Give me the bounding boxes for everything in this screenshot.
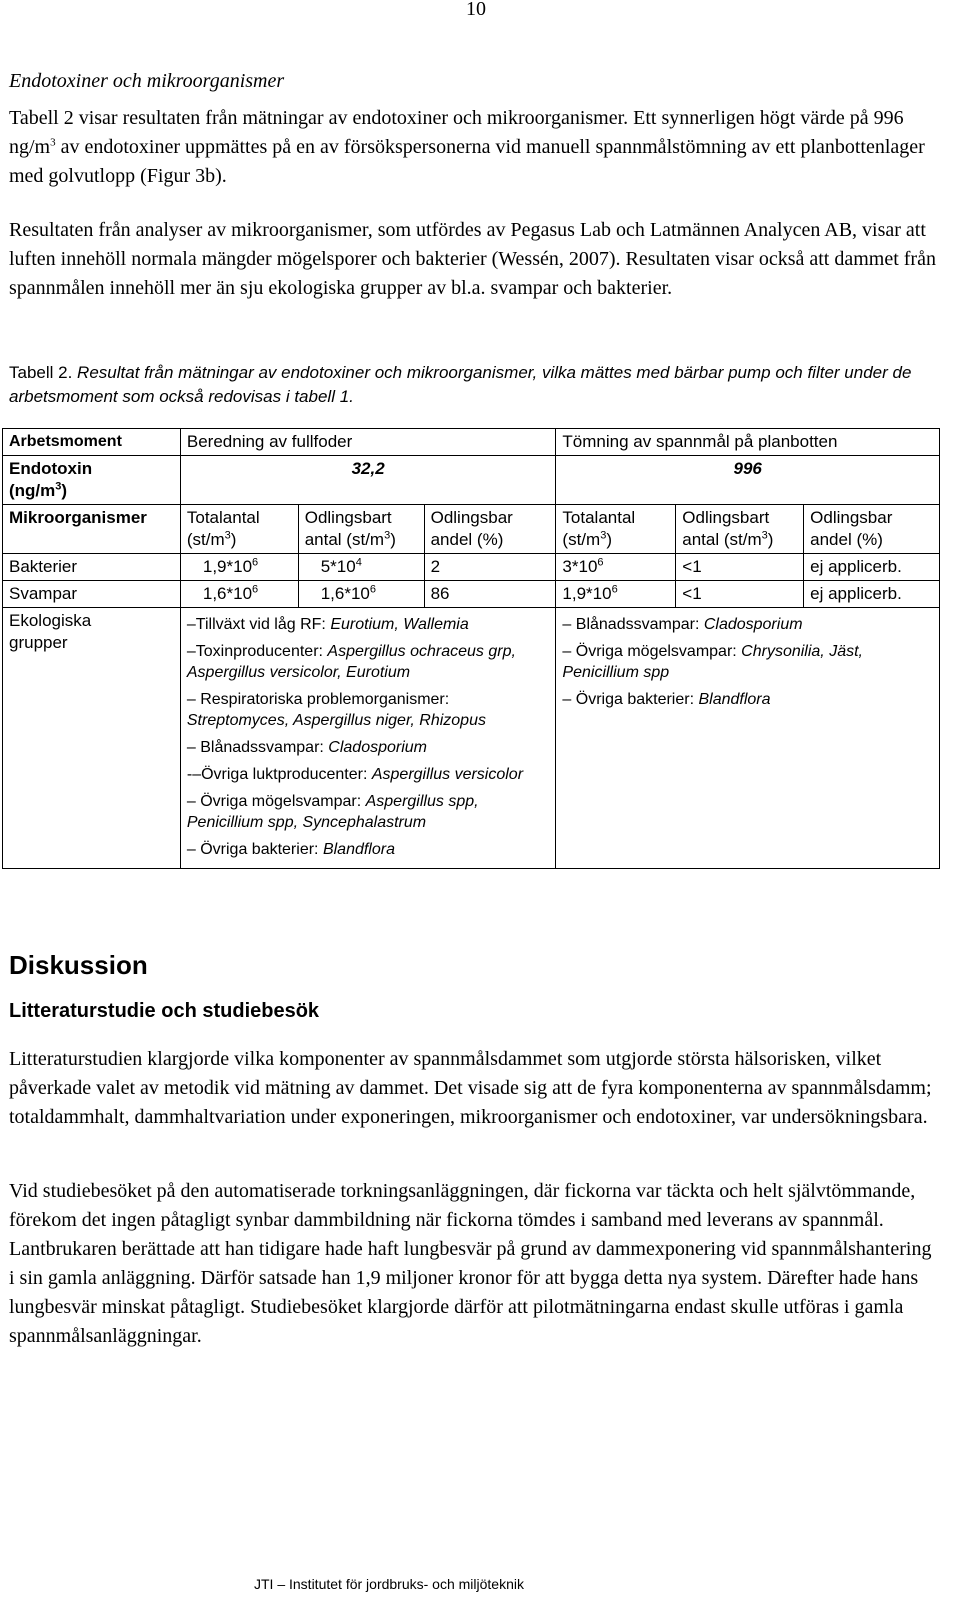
row-label: Bakterier	[3, 554, 181, 581]
paragraph-studybesok: Vid studiebesöket på den automatiserade torkningsanläggningen, där fickorna var täckta och helt självtömmande, förekom det ingen påtagligt synbar dammbildning när fickorna tömdes i samband med leverans av spannmål. Lantbrukaren berättade att han tidigare hade haft lungbesvär på grund av dammexponering vid spannmålshantering i sin gamla anläggning. Därför satsade han 1,9 miljoner kronor för att bygga detta nya system. Därefter hade hans lungbesvär minskat påtagligt. Studiebesöket klargjorde därför att pilotmätningarna endast skulle utföras i gamla spannmålsanläggningar.	[9, 1180, 932, 1347]
micro-col-header: Totalantal $(st/m^3)$	[180, 505, 298, 554]
table-row-svampar	[3, 581, 940, 608]
table-cell: $1,6*10^6$	[180, 581, 298, 608]
heading-diskussion: Diskussion	[9, 950, 148, 980]
endotoxin-label: Endotoxin $(ng/m^3)$	[3, 456, 181, 505]
groups-label: Ekologiska grupper	[3, 608, 181, 869]
page-footer: JTI – Institutet för jordbruks- och miljöteknik	[254, 1576, 524, 1592]
list-item: – Övriga mögelsvampar: Chrysonilia, Jäst, Penicillium spp	[562, 643, 863, 681]
endotoxin-value-b: 996	[556, 456, 940, 505]
table-cell: <1	[676, 581, 804, 608]
micro-col-header: Odlingsbar andel (%)	[424, 505, 556, 554]
results-table	[2, 428, 940, 869]
table-cell: 2	[424, 554, 556, 581]
list-item: – Blånadssvampar: Cladosporium	[562, 616, 803, 633]
list-item: –Toxinproducenter: Aspergillus ochraceus grp, Aspergillus versicolor, Eurotium	[186, 643, 516, 681]
table-cell: $3*10^6$	[556, 554, 676, 581]
groups-list-a	[180, 608, 556, 869]
list-item: – Övriga bakterier: Blandflora	[186, 841, 395, 858]
micro-col-header: Totalantal $(st/m^3)$	[556, 505, 676, 554]
micro-label: Mikroorganismer	[3, 505, 181, 554]
table-cell: ej applicerb.	[804, 554, 940, 581]
header-tomning: Tömning av spannmål på planbotten	[556, 429, 940, 456]
table-cell: <1	[676, 554, 804, 581]
list-item: -–Övriga luktproducenter: Aspergillus versicolor	[186, 766, 524, 783]
table-cell: $1,6*10^6$	[298, 581, 424, 608]
table-cell: $5*10^4$	[298, 554, 424, 581]
page-number: 10	[466, 0, 486, 20]
header-beredning: Beredning av fullfoder	[180, 429, 556, 456]
row-label: Svampar	[3, 581, 181, 608]
paragraph-intro: Tabell 2 visar resultaten från mätningar av endotoxiner och mikroorganismer. Ett synnerligen högt värde på 996 $ng/m^3$ av endotoxiner uppmättes på en av försökspersonerna vid manuell spannmålstömning av ett planbottenlager med golvutlopp (Figur 3b).	[9, 107, 925, 187]
list-item: – Övriga bakterier: Blandflora	[562, 691, 771, 708]
paragraph-literature: Litteraturstudien klargjorde vilka komponenter av spannmålsdammet som utgjorde största hälsorisken, vilket påverkade valet av metodik vid mätning av dammet. Det visade sig att de fyra komponenterna av spannmålsdamm; totaldammhalt, dammhaltvariation under exponeringen, mikroorganismer och endotoxiner, var undersökningsbara.	[9, 1048, 932, 1128]
heading-litteraturstudie: Litteraturstudie och studiebesök	[9, 1000, 320, 1022]
table-row-micro-header	[3, 505, 940, 554]
table-header-row	[3, 429, 940, 456]
section-heading: Endotoxiner och mikroorganismer	[9, 70, 285, 92]
header-arbetsmoment: Arbetsmoment	[3, 429, 181, 456]
paragraph-microorganisms: Resultaten från analyser av mikroorganismer, som utfördes av Pegasus Lab och Latmännen Analycen AB, visar att luften innehöll normala mängder mögelsporer och bakterier (Wessén, 2007). Resultaten visar också att dammet från spannmålen innehöll mer än sju ekologiska grupper av bl.a. svampar och bakterier.	[9, 219, 936, 299]
table-cell: ej applicerb.	[804, 581, 940, 608]
table-caption: Tabell 2. Resultat från mätningar av endotoxiner och mikroorganismer, vilka mättes med bärbar pump och filter under de arbetsmoment som också redovisas i tabell 1.	[9, 363, 912, 406]
table-cell: $1,9*10^6$	[556, 581, 676, 608]
list-item: –Tillväxt vid låg RF: Eurotium, Wallemia	[186, 616, 469, 633]
table-row-endotoxin	[3, 456, 940, 505]
micro-col-header: Odlingsbar andel (%)	[804, 505, 940, 554]
groups-list-b	[556, 608, 940, 869]
table-cell: $1,9*10^6$	[180, 554, 298, 581]
list-item: – Respiratoriska problemorganismer: Streptomyces, Aspergillus niger, Rhizopus	[186, 691, 486, 729]
table-row-bakterier	[3, 554, 940, 581]
micro-col-header: Odlingsbart antal $(st/m^3)$	[298, 505, 424, 554]
table-row-ekologiska-grupper	[3, 608, 940, 869]
list-item: – Övriga mögelsvampar: Aspergillus spp, Penicillium spp, Syncephalastrum	[186, 793, 479, 831]
endotoxin-value-a: 32,2	[180, 456, 556, 505]
table-cell: 86	[424, 581, 556, 608]
micro-col-header: Odlingsbart antal $(st/m^3)$	[676, 505, 804, 554]
list-item: – Blånadssvampar: Cladosporium	[186, 739, 427, 756]
